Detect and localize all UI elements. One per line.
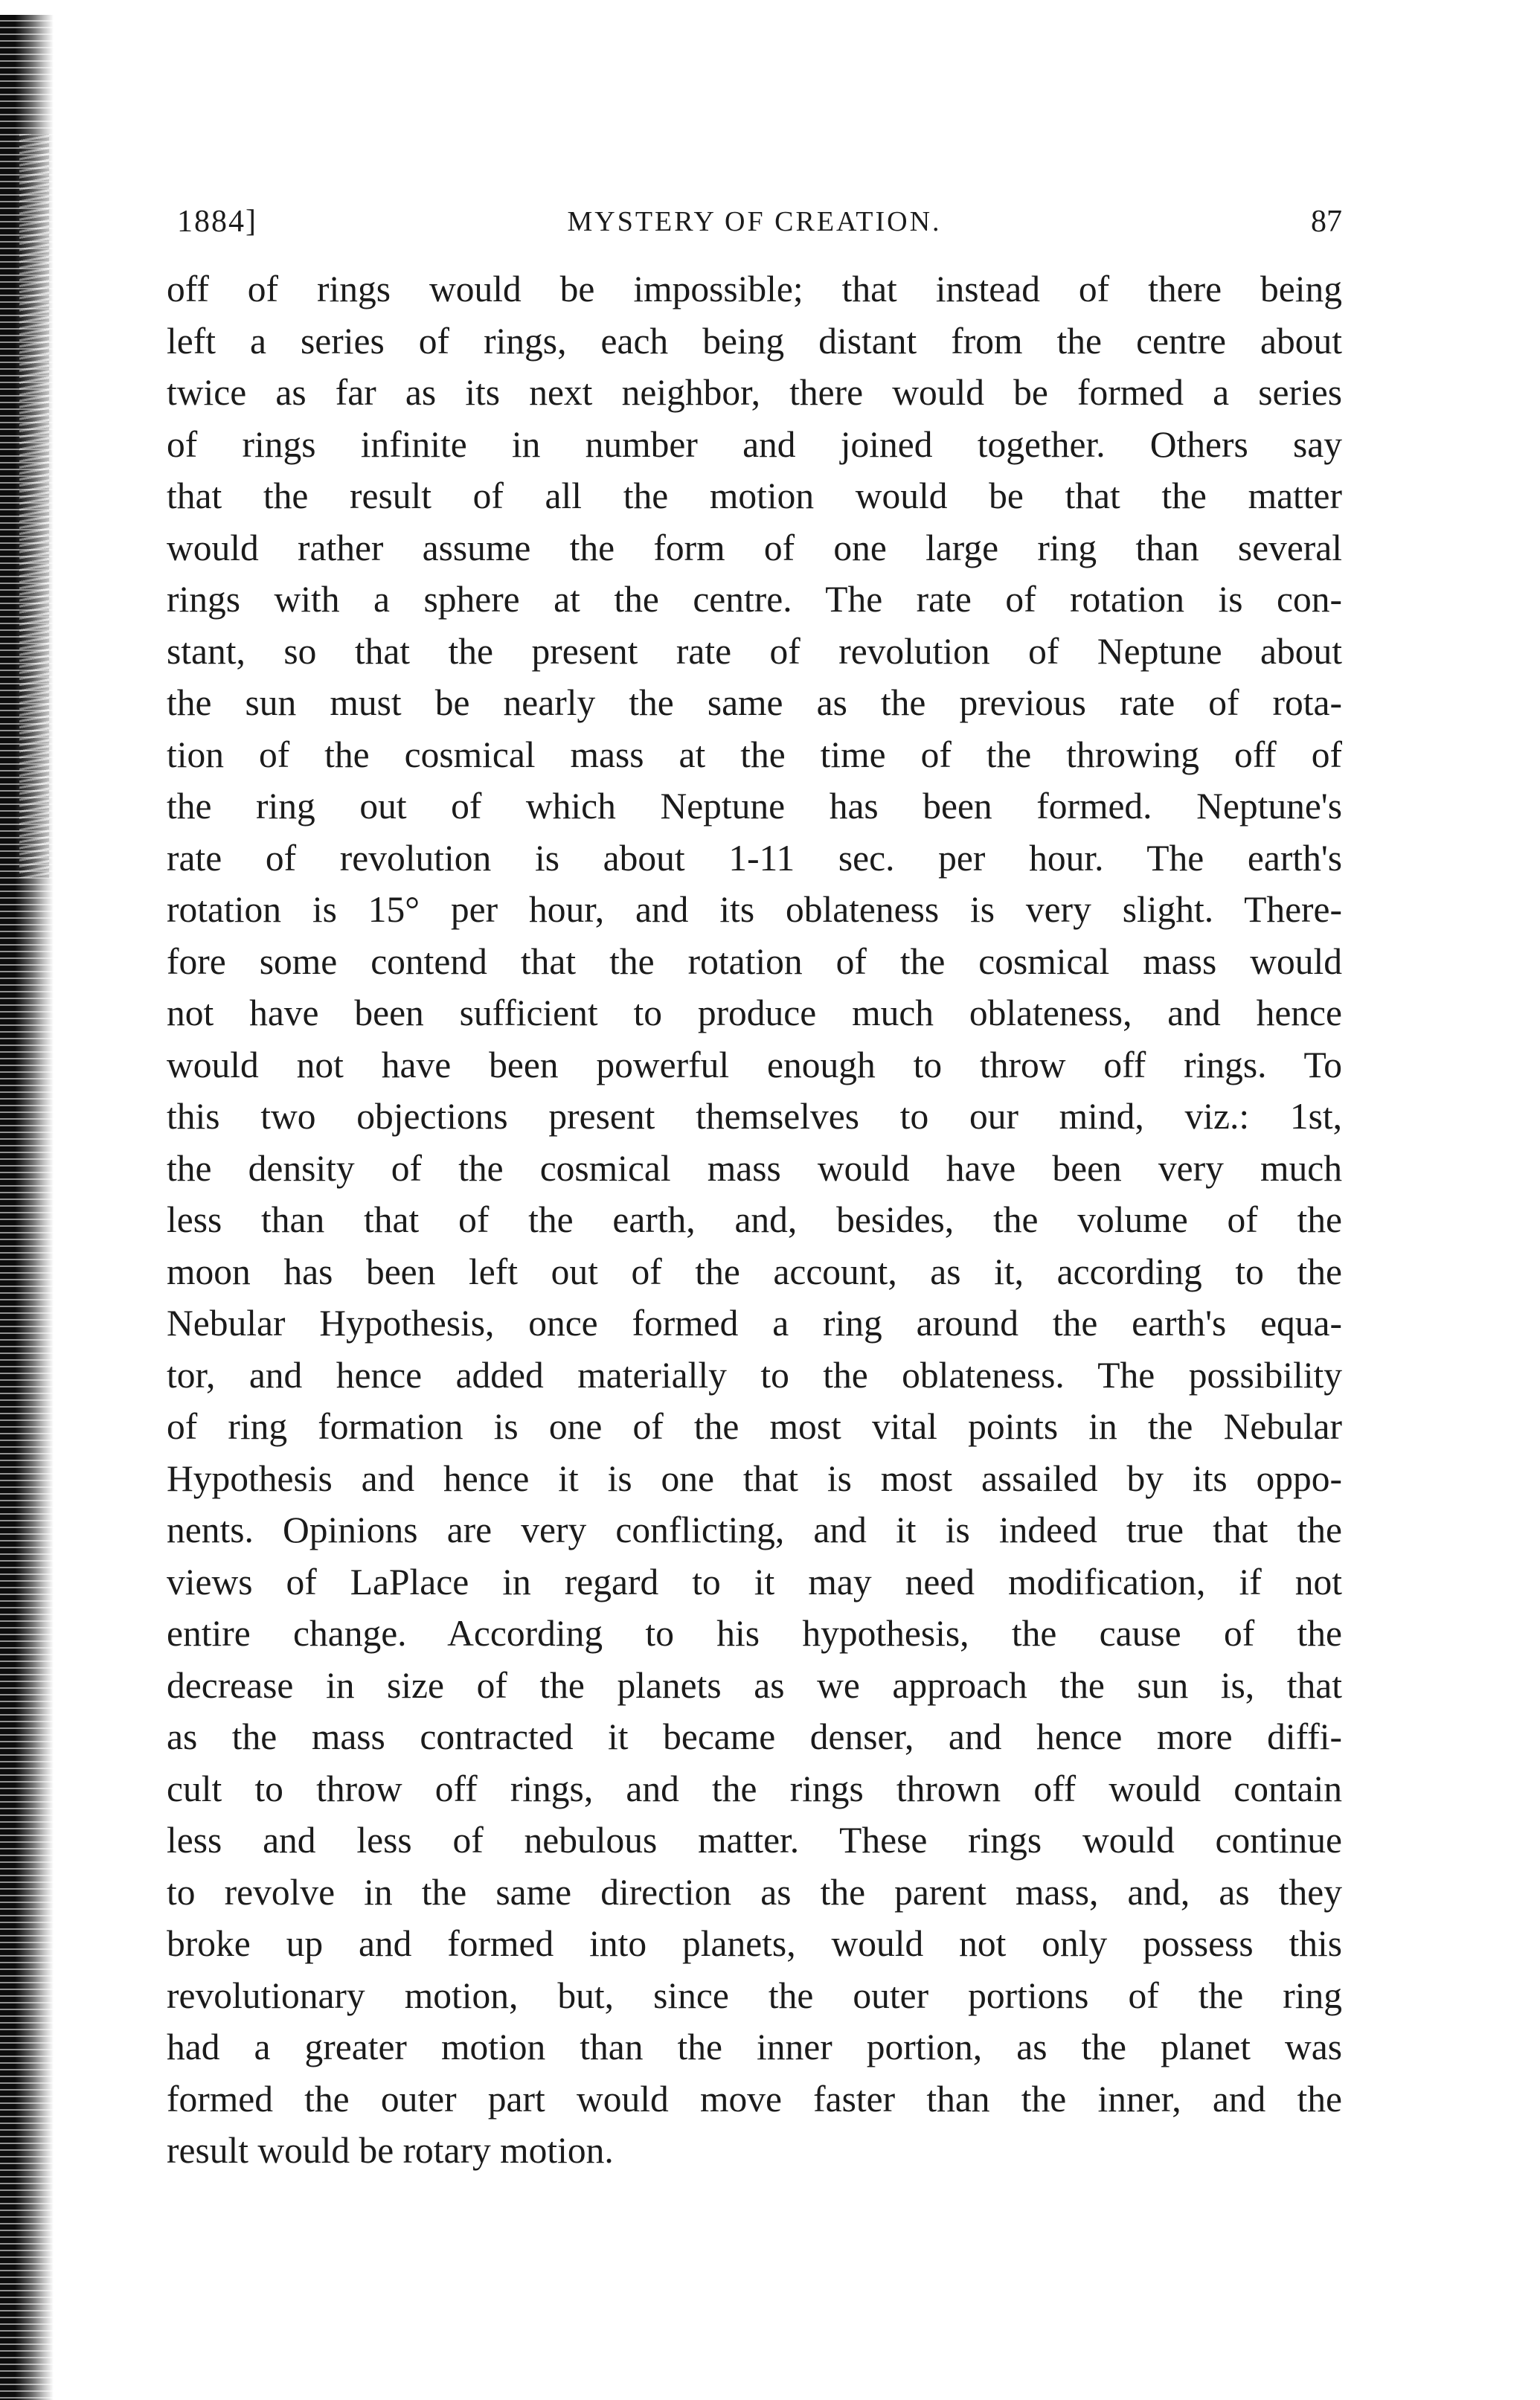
text-line: of rings infinite in number and joined together. Others say xyxy=(167,423,1342,465)
text-line: entire change. According to his hypothesis, the cause of the xyxy=(167,1613,1342,1654)
text-line: of ring formation is one of the most vital points in the Nebular xyxy=(167,1406,1342,1447)
text-line: cult to throw off rings, and the rings thrown off would contain xyxy=(167,1768,1342,1809)
header-title: MYSTERY OF CREATION. xyxy=(567,206,942,237)
text-line: rotation is 15° per hour, and its oblateness is very slight. There- xyxy=(167,889,1342,930)
text-line: views of LaPlace in regard to it may need modification, if not xyxy=(167,1561,1342,1602)
text-line: that the result of all the motion would be that the matter xyxy=(167,475,1342,516)
text-line: stant, so that the present rate of revolution of Neptune about xyxy=(167,630,1342,672)
page-binding-edge xyxy=(0,15,54,2400)
text-line: less and less of nebulous matter. These rings would continue xyxy=(167,1820,1342,1861)
text-line: not have been sufficient to produce much oblateness, and hence xyxy=(167,992,1342,1033)
text-line: twice as far as its next neighbor, there would be formed a series xyxy=(167,372,1342,413)
text-line: broke up and formed into planets, would not only possess this xyxy=(167,1923,1342,1964)
text-line: rings with a sphere at the centre. The rate of rotation is con- xyxy=(167,579,1342,620)
binding-speckle xyxy=(19,134,49,878)
page-number: 87 xyxy=(1311,205,1342,239)
text-line: left a series of rings, each being distant from the centre about xyxy=(167,320,1342,362)
header-year: 1884] xyxy=(177,205,257,239)
text-line: the sun must be nearly the same as the previous rate of rota- xyxy=(167,682,1342,723)
text-line: to revolve in the same direction as the parent mass, and, as they xyxy=(167,1871,1342,1913)
text-line: the ring out of which Neptune has been formed. Neptune's xyxy=(167,786,1342,827)
text-line: the density of the cosmical mass would have been very much xyxy=(167,1147,1342,1189)
text-line: formed the outer part would move faster than the inner, and the xyxy=(167,2078,1342,2120)
body-text xyxy=(167,263,1342,2177)
text-line: rate of revolution is about 1-11 sec. per hour. The earth's xyxy=(167,837,1342,879)
text-line: Hypothesis and hence it is one that is most assailed by its oppo- xyxy=(167,1457,1342,1499)
text-line: revolutionary motion, but, since the outer portions of the ring xyxy=(167,1974,1342,2016)
text-line: tion of the cosmical mass at the time of the throwing off of xyxy=(167,734,1342,775)
text-line: would not have been powerful enough to throw off rings. To xyxy=(167,1044,1342,1085)
text-line: less than that of the earth, and, besides, the volume of the xyxy=(167,1199,1342,1240)
text-line: would rather assume the form of one large ring than several xyxy=(167,527,1342,568)
text-line: decrease in size of the planets as we approach the sun is, that xyxy=(167,1664,1342,1706)
text-line: off of rings would be impossible; that instead of there being xyxy=(167,269,1342,309)
text-line: Nebular Hypothesis, once formed a ring around the earth's equa- xyxy=(167,1303,1342,1344)
text-line: fore some contend that the rotation of the cosmical mass would xyxy=(167,940,1342,982)
text-line: had a greater motion than the inner portion, as the planet was xyxy=(167,2027,1342,2067)
running-head xyxy=(167,199,1342,244)
text-line: as the mass contracted it became denser, and hence more diffi- xyxy=(167,1716,1342,1757)
text-line: result would be rotary motion. xyxy=(167,2130,614,2171)
text-line: moon has been left out of the account, as it, according to the xyxy=(167,1251,1342,1292)
text-line: tor, and hence added materially to the oblateness. The possibility xyxy=(167,1354,1342,1396)
text-line: nents. Opinions are very conflicting, and it is indeed true that the xyxy=(167,1509,1342,1550)
text-line: this two objections present themselves to our mind, viz.: 1st, xyxy=(167,1096,1342,1137)
